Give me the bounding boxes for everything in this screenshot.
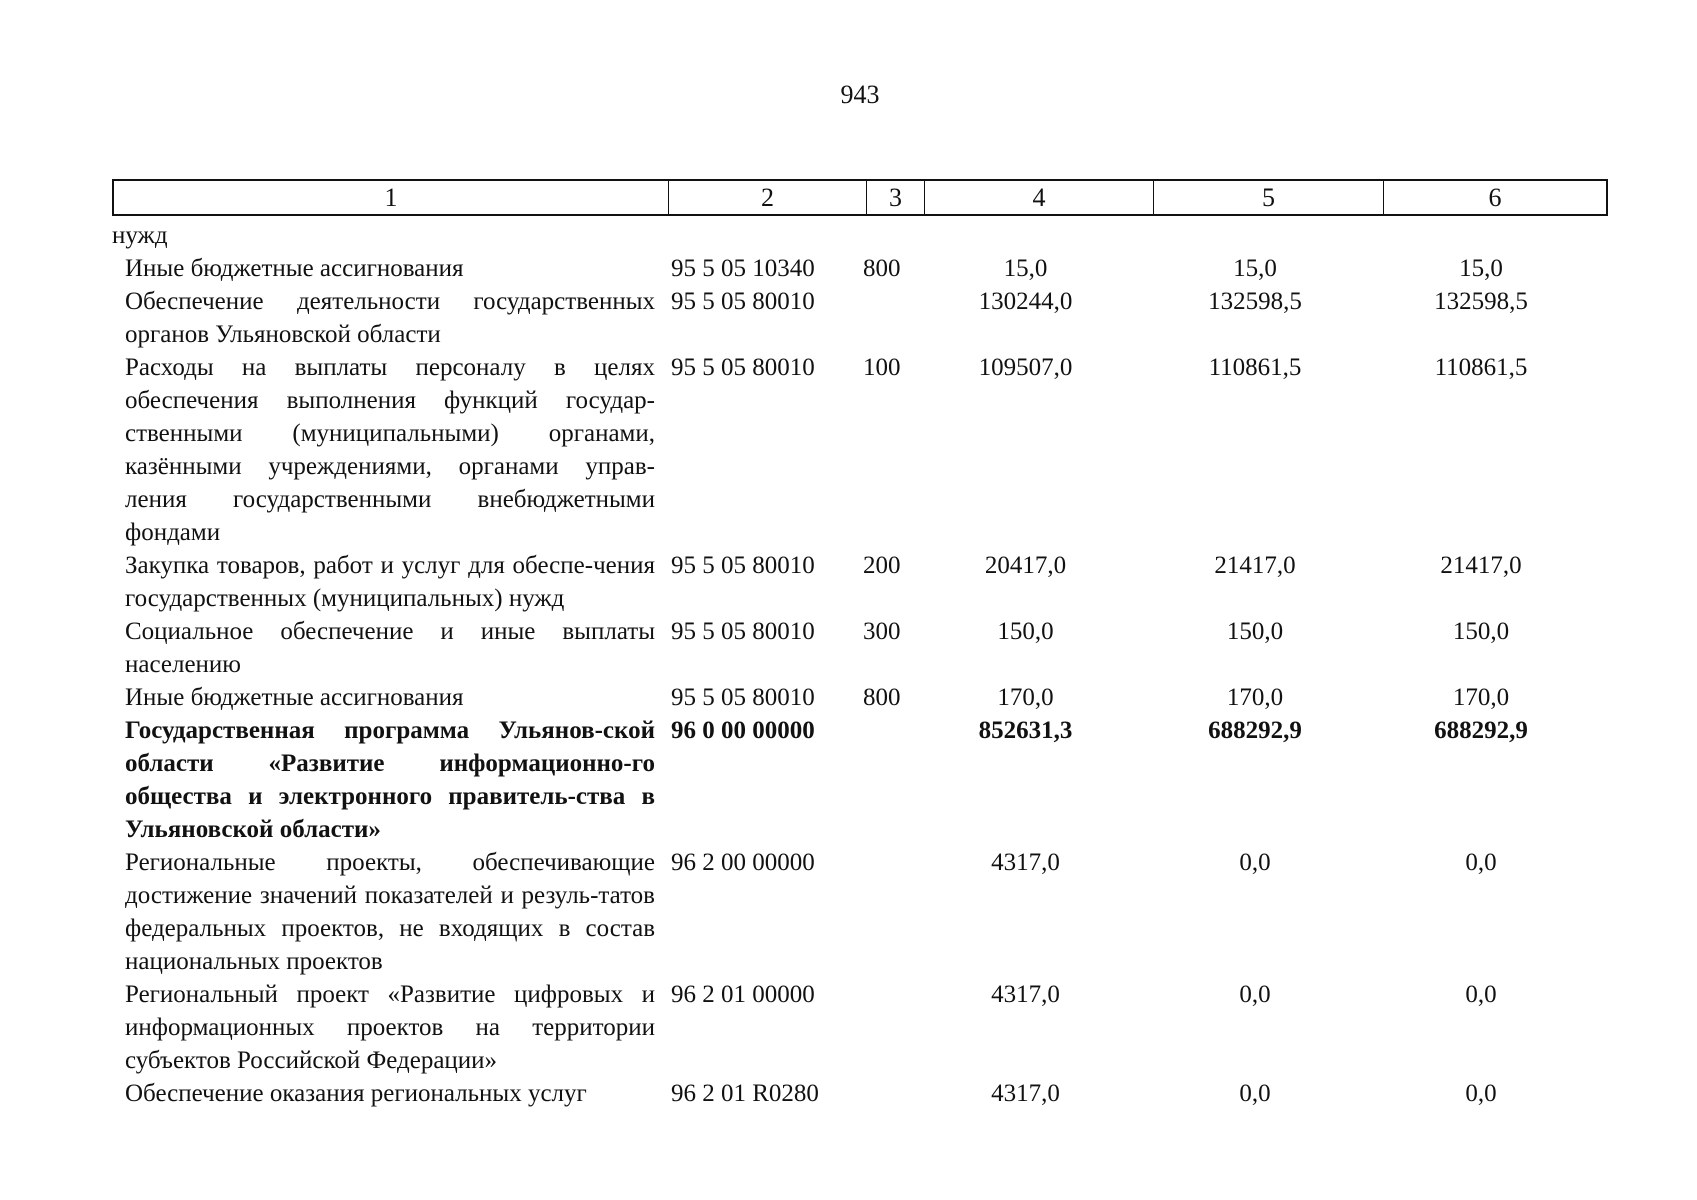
page-number: 943: [840, 80, 880, 109]
row-value-col6: 170,0: [1452, 684, 1510, 711]
row-value-col6: 150,0: [1452, 618, 1510, 645]
row-expense-type: 800: [863, 684, 901, 711]
row-value-col5: 0,0: [1239, 1080, 1271, 1107]
row-name: Государственная программа Ульянов-ской области «Развитие информационно-го общества и электронного правитель-ства в Ульяновской области»: [125, 717, 655, 843]
row-name: Иные бюджетные ассигнования: [125, 255, 464, 282]
header-col-6: 6: [1488, 183, 1502, 212]
row-name: Обеспечение оказания региональных услуг: [125, 1080, 587, 1107]
table-header: [112, 179, 1608, 216]
table-row: [112, 615, 1608, 681]
row-name: Региональный проект «Развитие цифровых и информационных проектов на территории субъектов Российской Федерации»: [125, 981, 655, 1074]
row-code: 95 5 05 80010: [671, 552, 815, 579]
row-code: 96 2 01 00000: [671, 981, 815, 1008]
row-code: 95 5 05 10340: [671, 255, 815, 282]
table-body: [112, 219, 1608, 1110]
row-name: Расходы на выплаты персоналу в целях обеспечения выполнения функций государ-ственными (муниципальными) органами, казёнными учреждениями, органами управ-ления государственными внебюджетными фондами: [125, 354, 655, 546]
row-expense-type: 200: [863, 552, 901, 579]
row-name: Региональные проекты, обеспечивающие достижение значений показателей и резуль-татов федеральных проектов, не входящих в состав национальных проектов: [125, 849, 655, 975]
table-row: [112, 978, 1608, 1077]
row-name: Закупка товаров, работ и услуг для обеспе-чения государственных (муниципальных) нужд: [125, 552, 655, 612]
row-value-col6: 0,0: [1465, 849, 1497, 876]
row-value-col6: 0,0: [1465, 1080, 1497, 1107]
row-value-col5: 132598,5: [1208, 288, 1302, 315]
row-value-col4: 4317,0: [991, 1080, 1060, 1107]
header-col-5: 5: [1154, 181, 1384, 214]
table-row: [112, 549, 1608, 615]
table-row-program: [112, 714, 1608, 846]
row-expense-type: [853, 1077, 911, 1110]
row-expense-type: 300: [863, 618, 901, 645]
row-expense-type: [853, 978, 911, 1077]
row-code: 96 0 00 00000: [671, 717, 815, 744]
row-value-col5: 150,0: [1226, 618, 1284, 645]
row-expense-type: 800: [863, 255, 901, 282]
table-row: [112, 219, 1608, 252]
row-expense-type: [853, 285, 911, 351]
row-value-col5: 0,0: [1239, 981, 1271, 1008]
row-name: Обеспечение деятельности государственных органов Ульяновской области: [125, 288, 655, 348]
row-value-col5: 170,0: [1226, 684, 1284, 711]
header-col-2: 2: [669, 181, 867, 214]
row-value-col4: 20417,0: [984, 552, 1067, 579]
row-code: 95 5 05 80010: [671, 288, 815, 315]
row-code: 95 5 05 80010: [671, 618, 815, 645]
row-value-col4: 109507,0: [978, 354, 1073, 381]
row-value-col6: 688292,9: [1434, 717, 1528, 744]
row-value-col4: 150,0: [997, 618, 1054, 645]
row-value-col5: 15,0: [1233, 255, 1277, 282]
row-value-col6: 0,0: [1465, 981, 1497, 1008]
table-row: [112, 351, 1608, 549]
row-value-col5: 0,0: [1239, 849, 1271, 876]
row-name: Социальное обеспечение и иные выплаты населению: [125, 618, 655, 678]
table-row: [112, 681, 1608, 714]
header-col-1: 1: [114, 181, 669, 214]
row-code: 96 2 01 R0280: [671, 1080, 819, 1107]
row-value-col4: 130244,0: [978, 288, 1073, 315]
row-code: [655, 219, 853, 252]
row-value-col4: 15,0: [1003, 255, 1048, 282]
row-expense-type: [853, 846, 911, 978]
row-value-col5: 110861,5: [1208, 354, 1302, 381]
header-col-4: 4: [925, 181, 1154, 214]
row-value-col4: 170,0: [997, 684, 1054, 711]
row-expense-type: [853, 714, 911, 846]
row-code: 95 5 05 80010: [671, 354, 815, 381]
row-value-col6: [1370, 219, 1592, 252]
row-value-col6: 21417,0: [1440, 552, 1522, 579]
row-code: 96 2 00 00000: [671, 849, 815, 876]
row-value-col5: [1140, 219, 1370, 252]
row-name: нужд: [112, 222, 168, 249]
row-value-col4: [911, 219, 1140, 252]
row-value-col6: 15,0: [1459, 255, 1503, 282]
row-value-col4: 852631,3: [978, 717, 1073, 744]
row-value-col4: 4317,0: [991, 981, 1060, 1008]
row-expense-type: [853, 219, 911, 252]
row-code: 95 5 05 80010: [671, 684, 815, 711]
table-row: [112, 252, 1608, 285]
table-row: [112, 1077, 1608, 1110]
row-value-col6: 110861,5: [1434, 354, 1528, 381]
row-value-col5: 21417,0: [1214, 552, 1296, 579]
row-value-col6: 132598,5: [1434, 288, 1528, 315]
row-value-col5: 688292,9: [1208, 717, 1302, 744]
table-row: [112, 285, 1608, 351]
row-value-col4: 4317,0: [991, 849, 1060, 876]
row-expense-type: 100: [863, 354, 901, 381]
header-col-3: 3: [867, 181, 925, 214]
table-row: [112, 846, 1608, 978]
row-name: Иные бюджетные ассигнования: [125, 684, 464, 711]
